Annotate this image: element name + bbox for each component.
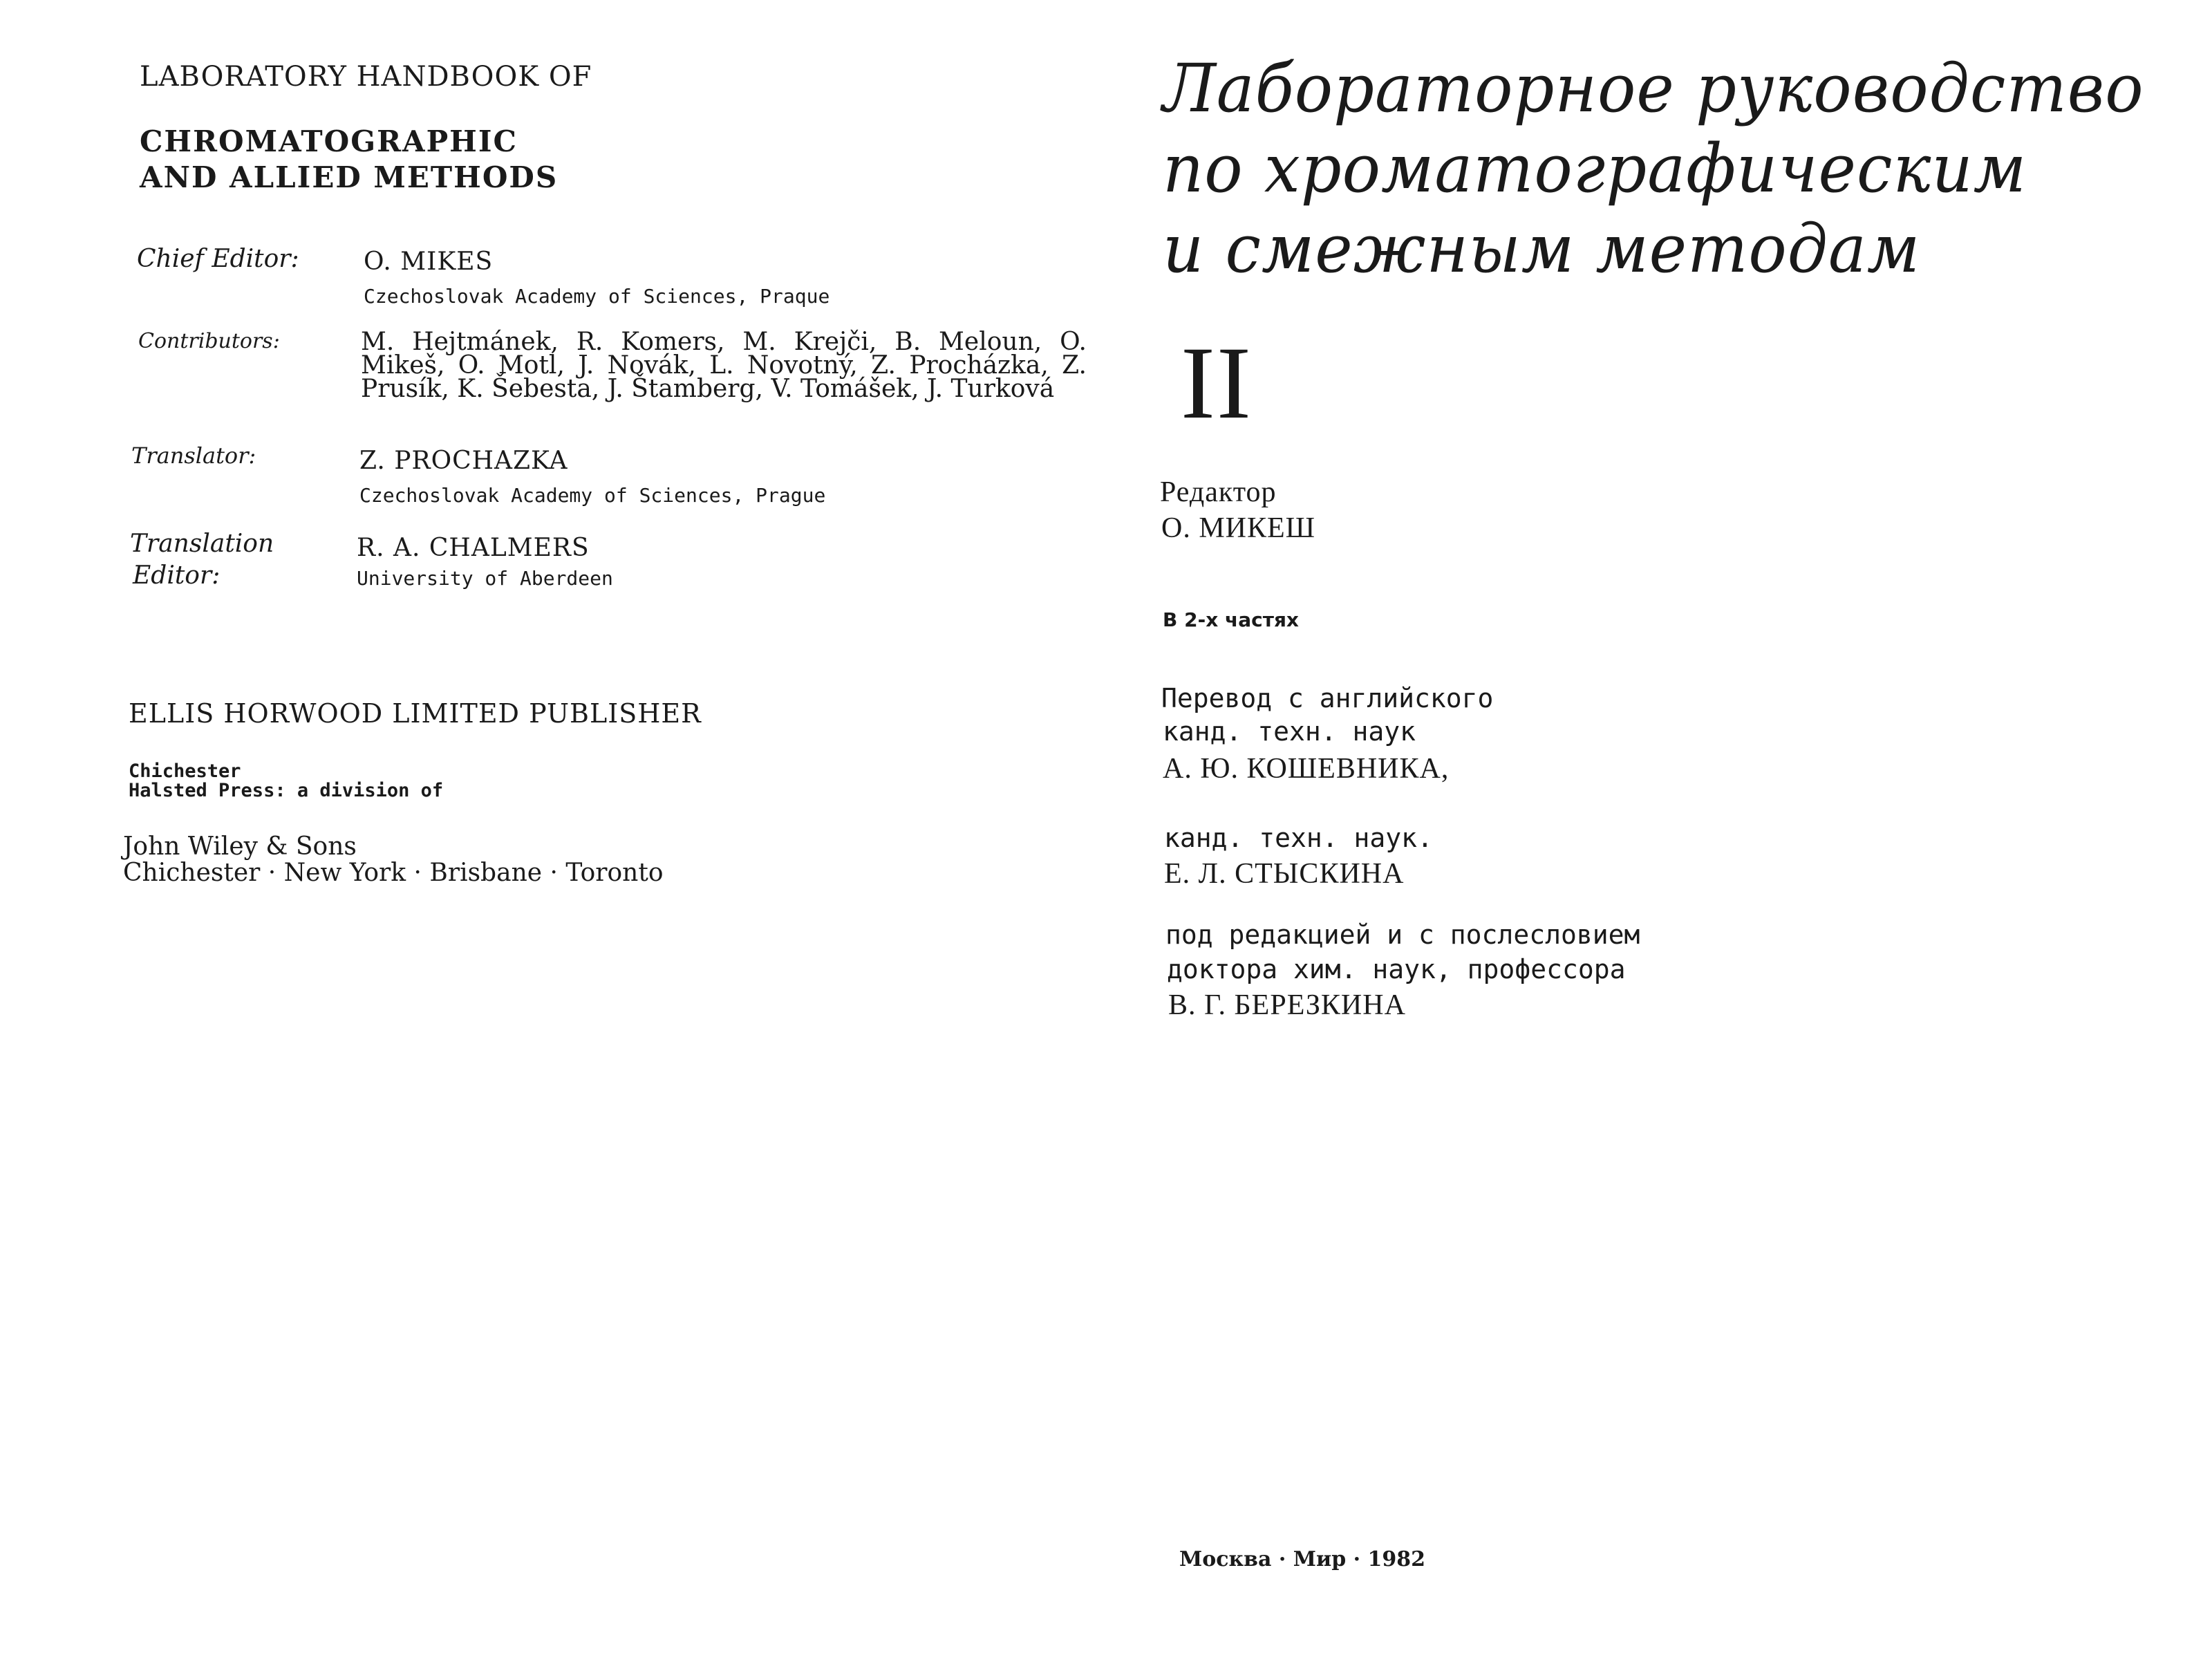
translation-from: Перевод с английского [1161, 683, 1494, 713]
translation-editor-label-2: Editor: [133, 561, 221, 590]
translator-name: Z. PROCHAZKA [359, 447, 568, 475]
series-title: LABORATORY HANDBOOK OF [140, 61, 592, 93]
edited-by: под редакцией и с послесловием [1165, 919, 1640, 950]
editor-2: В. Г. БЕРЕЗКИНА [1168, 989, 1406, 1021]
translation-editor-name: R. A. CHALMERS [357, 534, 590, 562]
translation-editor-affiliation: University of Aberdeen [357, 567, 613, 590]
publisher-place: Chichester [129, 760, 241, 782]
publisher-cities: Chichester · New York · Brisbane · Toronto [123, 859, 664, 887]
book-title-line-2: AND ALLIED METHODS [140, 160, 559, 194]
right-page [1106, 0, 2212, 1662]
chief-editor-affiliation: Czechoslovak Academy of Sciences, Praque [364, 285, 830, 308]
publisher-name: ELLIS HORWOOD LIMITED PUBLISHER [129, 698, 702, 729]
parts-note: В 2-х частях [1163, 608, 1299, 631]
translator-1: А. Ю. КОШЕВНИКА, [1163, 753, 1450, 785]
translator-affiliation: Czechoslovak Academy of Sciences, Prague [359, 484, 826, 507]
volume-number: II [1181, 326, 1253, 440]
editor-label: Редактор [1160, 476, 1277, 508]
chief-editor-name: O. MIKES [364, 248, 494, 276]
contributors-list: M. Hejtmánek, R. Komers, M. Krejči, B. Meloun, O. Mikeš, O. Motl, J. Novák, L. Novotný, Z. Procházka, Z. Prusík, K. Šebesta, J. Štamberg, V. Tomášek, J. Turková [361, 328, 1087, 403]
translation-editor-label-1: Translation [130, 530, 274, 558]
degree-1: канд. техн. наук [1163, 716, 1416, 747]
translator-label: Translator: [131, 442, 256, 469]
translator-2: Е. Л. СТЫСКИНА [1164, 858, 1405, 890]
ru-title-line-1: Лабораторное руководство [1163, 50, 2144, 128]
doctor-title: доктора хим. наук, профессора [1167, 954, 1626, 984]
editor-name: О. МИКЕШ [1161, 512, 1316, 544]
contributors-label: Contributors: [138, 329, 280, 353]
ru-title-line-2: по хроматографическим [1163, 130, 2027, 208]
wiley-name: John Wiley & Sons [123, 832, 357, 861]
ru-title-line-3: и смежным методам [1163, 210, 1921, 288]
degree-2: канд. техн. наук. [1164, 823, 1433, 853]
imprint: Москва · Мир · 1982 [1179, 1547, 1426, 1571]
chief-editor-label: Chief Editor: [137, 245, 299, 273]
book-title-line-1: CHROMATOGRAPHIC [140, 124, 518, 158]
halsted-press: Halsted Press: a division of [129, 780, 444, 801]
